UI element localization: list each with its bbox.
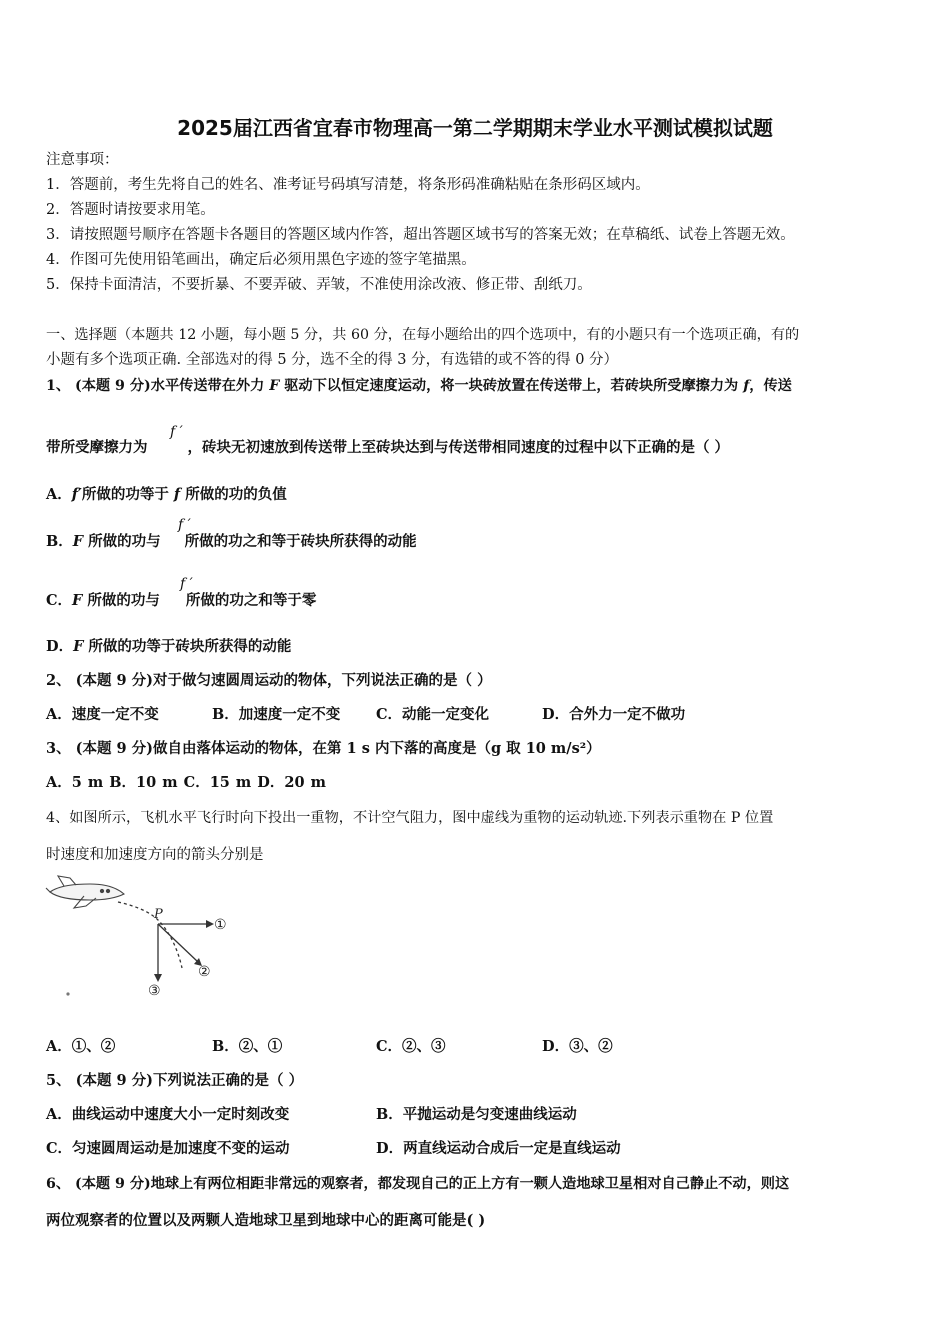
- q1-option-B-f-prime: f ′: [178, 517, 191, 533]
- arrow-3-head: [154, 974, 162, 982]
- q3-options: A．5 m B．10 m C．15 m D．20 m: [46, 774, 326, 791]
- q2-stem: 2、 (本题 9 分)对于做匀速圆周运动的物体，下列说法正确的是（ ）: [46, 672, 492, 689]
- notice-item-2: 2．答题时请按要求用笔。: [46, 202, 215, 218]
- notice-item-3: 3．请按照题号顺序在答题卡各题目的答题区域内作答，超出答题区域书写的答案无效；在草稿纸、试卷上答题无效。: [46, 227, 795, 243]
- q2-option-A: A．速度一定不变: [46, 706, 159, 723]
- q1-option-B: [46, 532, 417, 552]
- q1-option-B-F: F: [72, 533, 84, 550]
- q1-text-c: ，传送: [749, 378, 792, 394]
- q4-option-C: C．②、③: [376, 1038, 446, 1055]
- q1-option-A: [46, 485, 287, 505]
- notice-item-4: 4．作图可先使用铅笔画出，确定后必须用黑色字迹的签字笔描黑。: [46, 252, 476, 268]
- q5-option-C: C．匀速圆周运动是加速度不变的运动: [46, 1140, 290, 1157]
- q6-stem-line-2: 两位观察者的位置以及两颗人造地球卫星到地球中心的距离可能是( ): [46, 1212, 486, 1229]
- q1-option-D-text: 所做的功等于砖块所获得的动能: [83, 638, 292, 655]
- q5-stem: 5、 (本题 9 分)下列说法正确的是（ ）: [46, 1072, 304, 1089]
- q1-option-C: [46, 591, 316, 611]
- q3-stem-e: ）: [586, 740, 601, 757]
- fig-label-3: ③: [148, 983, 161, 999]
- q1-option-A-text-1: 所做的功等于: [81, 486, 174, 503]
- q4-option-D: D．③、②: [542, 1038, 613, 1055]
- q1-F-symbol: F: [269, 378, 280, 394]
- scan-speck: [66, 992, 69, 995]
- q1-text-a: 水平传送带在外力: [150, 378, 270, 394]
- notice-item-5: 5．保持卡面清洁，不要折暴、不要弄破、弄皱，不准使用涂改液、修正带、刮纸刀。: [46, 277, 592, 293]
- q1-stem-line-1: [46, 376, 792, 396]
- section-heading-line-2: 小题有多个选项正确. 全部选对的得 5 分，选不全的得 3 分，有选错的或不答的得 0 分）: [46, 352, 619, 368]
- fig-label-2: ②: [198, 964, 211, 980]
- q1-option-C-text-2: 所做的功之和等于零: [185, 592, 317, 609]
- q5-option-A: A．曲线运动中速度大小一定时刻改变: [46, 1106, 290, 1123]
- q4-figure: [44, 874, 244, 1004]
- q6-stem-line-1: 6、 (本题 9 分)地球上有两位相距非常远的观察者，都发现自己的正上方有一颗人造地球卫星相对自己静止不动，则这: [46, 1176, 790, 1192]
- section-heading-line-1: 一、选择题（本题共 12 小题，每小题 5 分，共 60 分，在每小题给出的四个选项中，有的小题只有一个选项正确，有的: [46, 327, 800, 343]
- arrow-1-head: [206, 920, 214, 928]
- q1-option-C-f-prime: f ′: [180, 576, 193, 592]
- q1-option-B-text-2: 所做的功之和等于砖块所获得的动能: [184, 533, 417, 550]
- q1-score: (本题 9 分): [75, 378, 151, 394]
- q2-option-D: D．合外力一定不做功: [542, 706, 686, 723]
- q1-option-B-text-1: 所做的功与: [83, 533, 161, 550]
- q1-text-d: 带所受摩擦力为: [46, 439, 148, 456]
- q3-stem-c: 内下落的高度是（: [369, 740, 491, 757]
- airplane-icon: [46, 876, 124, 908]
- q1-text-b: 驱动下以恒定速度运动，将一块砖放置在传送带上，若砖块所受摩擦力为: [279, 378, 744, 394]
- q4-stem-line-2: 时速度和加速度方向的箭头分别是: [46, 847, 264, 863]
- q1-text-e: ，砖块无初速放到传送带上至砖块达到与传送带相同速度的过程中以下正确的是（ ）: [187, 439, 730, 456]
- q1-option-D-F: F: [73, 638, 84, 655]
- q3-stem: [46, 739, 601, 759]
- q1-option-C-F: F: [72, 592, 83, 609]
- exam-title: 2025届江西省宜春市物理高一第二学期期末学业水平测试模拟试题: [177, 116, 773, 140]
- q2-option-B: B．加速度一定不变: [212, 706, 341, 723]
- q4-option-B: B．②、①: [212, 1038, 283, 1055]
- q1-stem-f-prime: f ′: [170, 424, 183, 440]
- q4-option-A: A．①、②: [46, 1038, 116, 1055]
- q1-option-C-label: C．: [46, 592, 73, 609]
- q1-option-A-label: A．: [46, 486, 72, 503]
- q3-stem-g: g 取 10 m/s²: [490, 740, 587, 757]
- q5-option-B: B．平抛运动是匀变速曲线运动: [376, 1106, 577, 1123]
- q3-stem-a: 3、 (本题 9 分)做自由落体运动的物体，在第: [46, 740, 347, 757]
- fig-label-P: P: [154, 907, 163, 922]
- q1-number: 1、: [46, 378, 71, 394]
- q1-option-D-label: D．: [46, 638, 74, 655]
- notice-heading: 注意事项：: [46, 152, 119, 168]
- q2-option-C: C．动能一定变化: [376, 706, 490, 723]
- q1-option-A-fprime: f′: [71, 486, 82, 503]
- q1-option-A-f: f: [173, 486, 181, 503]
- q1-option-C-text-1: 所做的功与: [82, 592, 160, 609]
- q1-option-A-text-2: 所做的功的负值: [180, 486, 287, 503]
- q3-stem-time: 1 s: [346, 740, 370, 757]
- trajectory-dashed-curve: [118, 902, 182, 968]
- notice-item-1: 1．答题前，考生先将自己的姓名、准考证号码填写清楚，将条形码准确粘贴在条形码区域内。: [46, 177, 650, 193]
- q5-option-D: D．两直线运动合成后一定是直线运动: [376, 1140, 621, 1157]
- q4-stem-line-1: 4、如图所示，飞机水平飞行时向下投出一重物，不计空气阻力，图中虚线为重物的运动轨迹.下列表示重物在 P 位置: [46, 810, 774, 826]
- fig-label-1: ①: [214, 917, 227, 933]
- q1-option-D: [46, 637, 291, 657]
- q1-f-symbol: f: [743, 378, 750, 394]
- arrow-2: [158, 924, 198, 962]
- q1-stem-line-2: [46, 438, 729, 458]
- q1-option-B-label: B．: [46, 533, 73, 550]
